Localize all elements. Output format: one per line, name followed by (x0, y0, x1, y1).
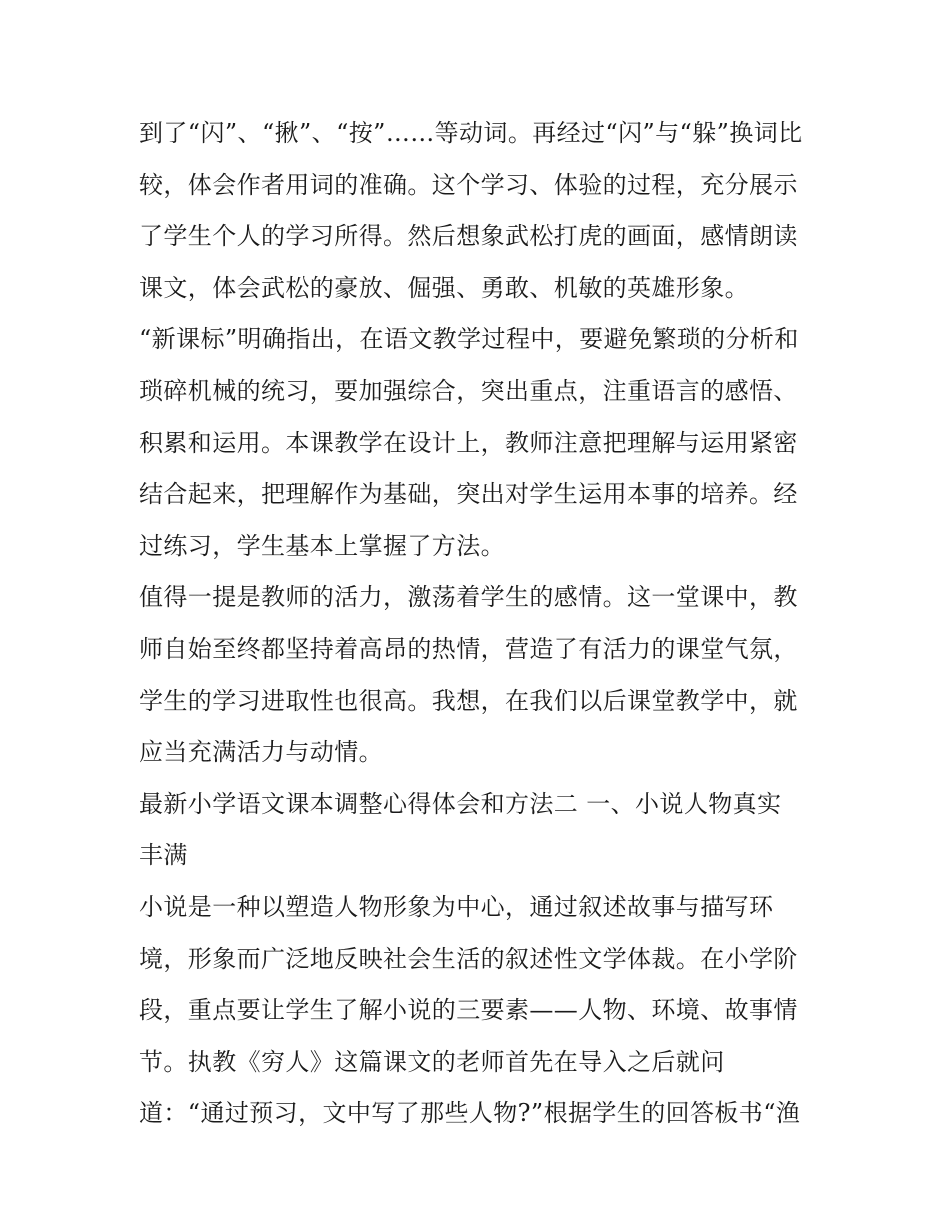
text-line: 节。执教《穷人》这篇课文的老师首先在导入之后就问 (139, 1047, 725, 1076)
text-line: 到了“闪”、“揪”、“按”……等动词。再经过“闪”与“躲”换词比 (139, 119, 803, 147)
text-line: 段，重点要让学生了解小说的三要素——人物、环境、故事情 (139, 996, 798, 1025)
text-line: 道：“通过预习，文中写了那些人物?”根据学生的回答板书“渔 (139, 1099, 801, 1128)
text-line: 小说是一种以塑造人物形象为中心，通过叙述故事与描写环 (139, 892, 774, 921)
text-line: 应当充满活力与动情。 (139, 738, 383, 767)
section-heading-line: 丰满 (139, 841, 188, 870)
text-line: 较，体会作者用词的准确。这个学习、体验的过程，充分展示 (139, 170, 798, 199)
text-line: 课文，体会武松的豪放、倔强、勇敢、机敏的英雄形象。 (139, 273, 749, 302)
body-text (139, 108, 819, 1140)
text-line: 境，形象而广泛地反映社会生活的叙述性文学体裁。在小学阶 (139, 944, 798, 973)
text-line: 琐碎机械的统习，要加强综合，突出重点，注重语言的感悟、 (139, 376, 798, 405)
section-heading-line: 最新小学语文课本调整心得体会和方法二 一、小说人物真实 (139, 789, 782, 818)
text-line: “新课标”明确指出，在语文教学过程中，要避免繁琐的分析和 (139, 325, 799, 354)
text-line: 师自始至终都坚持着高昂的热情，营造了有活力的课堂气氛， (139, 634, 798, 663)
text-line: 值得一提是教师的活力，激荡着学生的感情。这一堂课中，教 (139, 583, 798, 612)
text-line: 了学生个人的学习所得。然后想象武松打虎的画面，感情朗读 (139, 222, 798, 251)
text-line: 积累和运用。本课教学在设计上，教师注意把理解与运用紧密 (139, 428, 798, 457)
text-line: 过练习，学生基本上掌握了方法。 (139, 531, 505, 560)
text-line: 结合起来，把理解作为基础，突出对学生运用本事的培养。经 (139, 480, 798, 509)
text-line: 学生的学习进取性也很高。我想，在我们以后课堂教学中，就 (139, 686, 798, 715)
